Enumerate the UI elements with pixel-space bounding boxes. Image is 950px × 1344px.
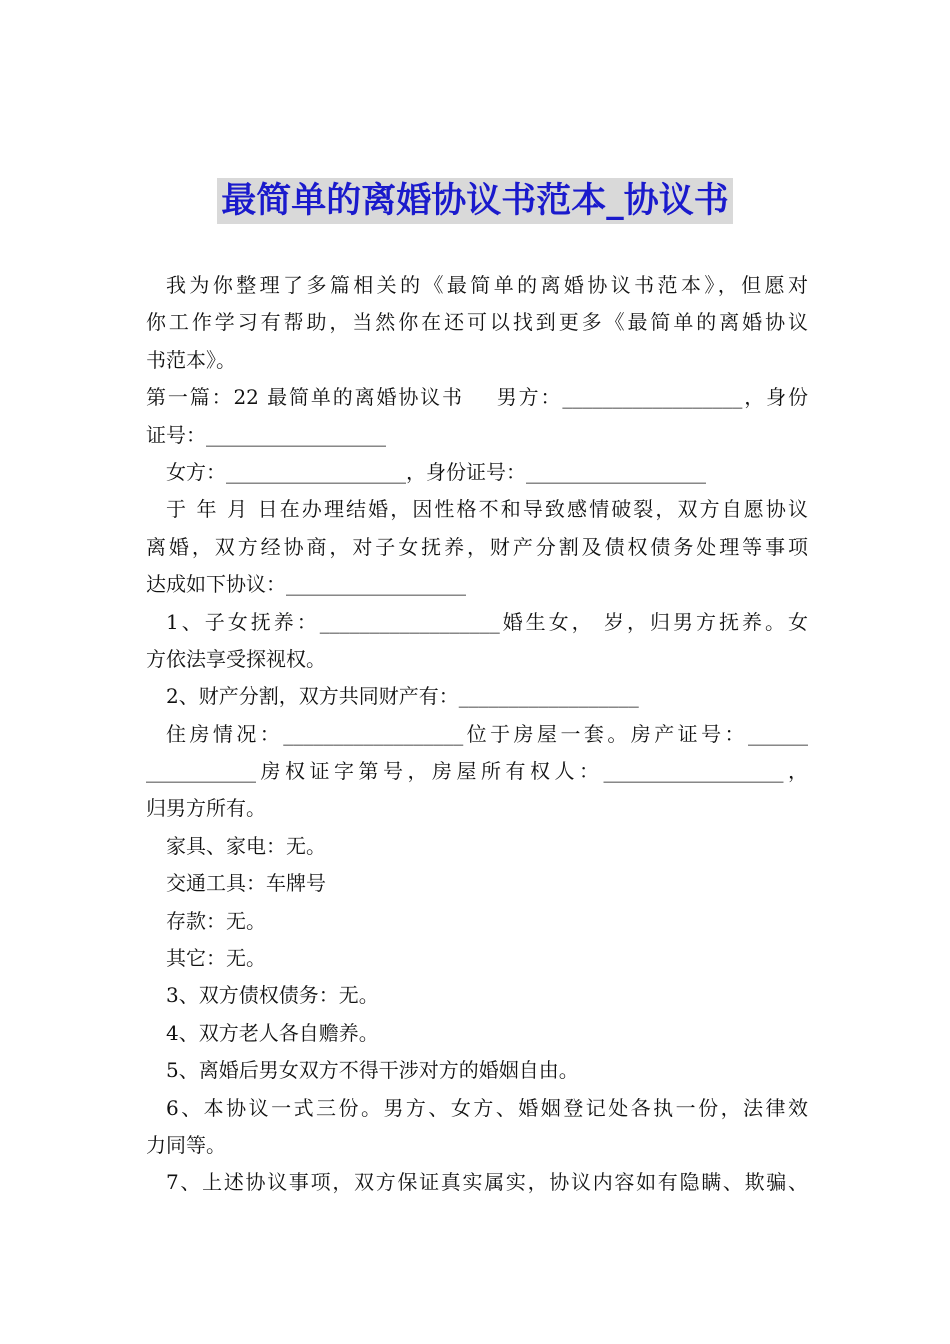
document-title-text: 最简单的离婚协议书范本_协议书	[217, 178, 733, 224]
paragraph-line: ___________房权证字第号，房屋所有权人：__________________，	[146, 759, 808, 784]
paragraph-line: 3、双方债权债务：无。	[166, 983, 379, 1008]
document-body	[146, 267, 808, 1202]
paragraph-line: 证号：__________________	[146, 422, 386, 447]
paragraph-line: 存款：无。	[166, 908, 266, 933]
paragraph-line: 达成如下协议：__________________	[146, 572, 466, 597]
paragraph-line: 住房情况：__________________位于房屋一套。房产证号：______	[166, 721, 808, 746]
paragraph-line: 方依法享受探视权。	[146, 646, 326, 671]
paragraph-line: 交通工具：车牌号	[166, 871, 326, 896]
paragraph-line: 4、双方老人各自赡养。	[166, 1020, 379, 1045]
paragraph-line: 第一篇：22 最简单的离婚协议书 男方：__________________，身份	[146, 385, 808, 410]
paragraph-line: 其它：无。	[166, 946, 266, 971]
paragraph-line: 离婚，双方经协商，对子女抚养，财产分割及债权债务处理等事项	[146, 534, 808, 559]
paragraph-line: 1、子女抚养：__________________婚生女， 岁，归男方抚养。女	[166, 609, 808, 634]
paragraph-line: 6、本协议一式三份。男方、女方、婚姻登记处各执一份，法律效	[166, 1095, 808, 1120]
paragraph-line: 你工作学习有帮助，当然你在还可以找到更多《最简单的离婚协议	[146, 310, 808, 335]
paragraph-line: 家具、家电：无。	[166, 833, 326, 858]
paragraph-line: 书范本》。	[146, 347, 236, 372]
paragraph-line: 7、上述协议事项，双方保证真实属实，协议内容如有隐瞒、欺骗、	[166, 1170, 808, 1195]
paragraph-line: 我为你整理了多篇相关的《最简单的离婚协议书范本》，但愿对	[166, 273, 808, 297]
paragraph-line: 女方：__________________，身份证号：__________________	[166, 459, 706, 484]
document-title	[0, 178, 950, 224]
paragraph-line: 归男方所有。	[146, 796, 266, 821]
paragraph-line: 2、财产分割，双方共同财产有：__________________	[166, 684, 639, 709]
paragraph-line: 5、离婚后男女双方不得干涉对方的婚姻自由。	[166, 1058, 579, 1083]
paragraph-line: 力同等。	[146, 1132, 226, 1157]
paragraph-line: 于 年 月 日在办理结婚，因性格不和导致感情破裂，双方自愿协议	[166, 497, 808, 522]
